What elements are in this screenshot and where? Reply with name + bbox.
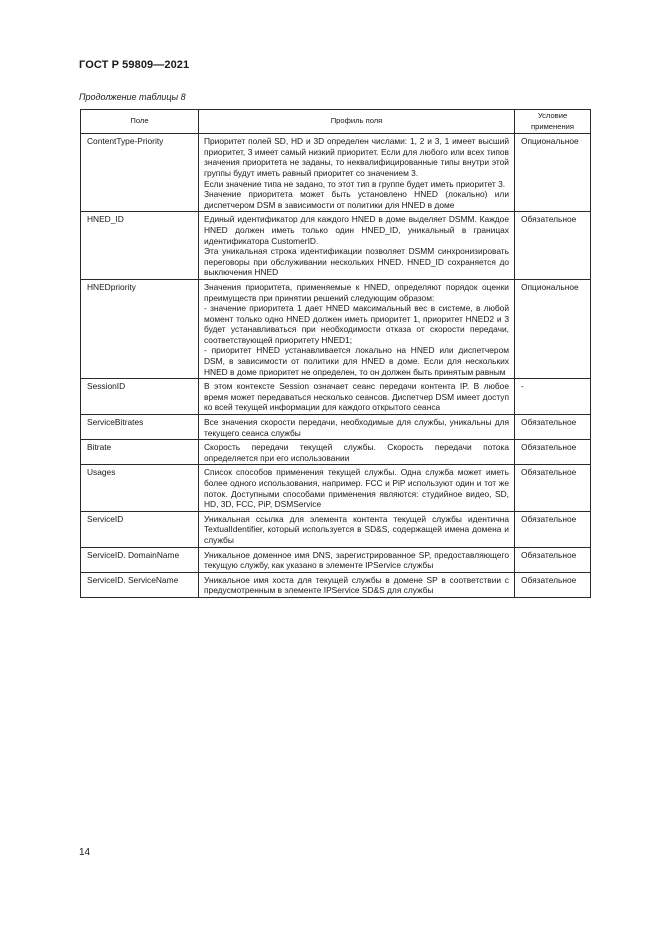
usage-condition-cell: Обязательное [515, 212, 591, 280]
field-profile-cell [199, 547, 515, 572]
field-profile-cell [199, 279, 515, 378]
table-row [81, 440, 591, 465]
profile-paragraph: Скорость передачи текущей службы. Скорость передачи потока определяется при его использовании [204, 442, 509, 463]
profile-paragraph: Приоритет полей SD, HD и 3D определен числами: 1, 2 и 3, 1 имеет высший приоритет, 3 имеет самый низкий приоритет. Если для любого или всех типов значения приоритета не заданы, то неквалифицированные типы внутри этой группы будут иметь равный приоритет со значением 3. [204, 136, 509, 178]
table-row [81, 415, 591, 440]
field-name-cell: Usages [81, 465, 199, 511]
field-profile-cell [199, 440, 515, 465]
table-row [81, 212, 591, 280]
field-profile-cell [199, 212, 515, 280]
profile-paragraph: Если значение типа не задано, то этот тип в группе будет иметь приоритет 3. [204, 178, 506, 189]
usage-condition-cell: Опциональное [515, 279, 591, 378]
column-header-condition: Условие применения [515, 110, 591, 134]
usage-condition-cell: Опциональное [515, 134, 591, 212]
column-header-field: Поле [81, 110, 199, 134]
document-standard-header: ГОСТ Р 59809—2021 [79, 59, 190, 71]
profile-paragraph: Список способов применения текущей службы. Одна служба может иметь более одного использования, например. FCC и PiP используют один и тот же поток. Доступными способами применения являются: студийное видео, SD, HD, 3D, FCC, PiP, DSMService [204, 467, 509, 510]
table-header [81, 110, 591, 134]
profile-paragraph: В этом контексте Session означает сеанс передачи контента IP. В любое время может передаваться несколько сеансов. Диспетчер DSM имеет доступ ко всей текущей информации для каждого открытого сеанса [204, 381, 509, 413]
table-body [81, 134, 591, 598]
usage-condition-cell: Обязательное [515, 547, 591, 572]
table-row [81, 134, 591, 212]
profile-paragraph: Значения приоритета, применяемые к HNED, определяют порядок оценки преимуществ при принятии решений следующим образом: [204, 281, 509, 303]
usage-condition-cell: Обязательное [515, 440, 591, 465]
field-profile-cell [199, 379, 515, 415]
table-row [81, 465, 591, 511]
profile-paragraph: - приоритет HNED устанавливается локально на HNED или диспетчером DSM, в зависимости от политики для HNED в доме. Если для нескольких HNED в доме приоритет не определен, то он должен быть принятым равным [204, 345, 509, 377]
field-profile-cell [199, 134, 515, 212]
usage-condition-cell: - [515, 379, 591, 415]
profile-paragraph: Единый идентификатор для каждого HNED в доме выделяет DSMM. Каждое HNED должен иметь только один HNED_ID, уникальный в границах идентификатора CustomerID. [204, 214, 509, 246]
profile-paragraph: Эта уникальная строка идентификации позволяет DSMM синхронизировать переговоры при обслуживании нескольких HNED. HNED_ID сохраняется до выключения HNED [204, 246, 509, 278]
usage-condition-cell: Обязательное [515, 572, 591, 597]
field-name-cell: ServiceBitrates [81, 415, 199, 440]
usage-condition-cell: Обязательное [515, 465, 591, 511]
usage-condition-cell: Обязательное [515, 415, 591, 440]
table-continuation-caption: Продолжение таблицы 8 [79, 92, 186, 102]
column-header-profile: Профиль поля [199, 110, 515, 134]
table-row [81, 379, 591, 415]
profile-paragraph: - значение приоритета 1 дает HNED максимальный вес в системе, в любой момент только одно HNED должен иметь приоритет 1, приоритет HNED2 и 3 будет устанавливаться при необходимости отказа от скорости передачи, соответствующей приоритету HNED1; [204, 303, 509, 345]
profile-paragraph: Уникальное имя хоста для текущей службы в домене SP в соответствии с предусмотренным в элементе IPService SD&S для службы [204, 574, 509, 596]
field-name-cell: HNED_ID [81, 212, 199, 280]
field-name-cell: ServiceID. DomainName [81, 547, 199, 572]
table-header-row [81, 110, 591, 134]
profile-paragraph: Уникальное доменное имя DNS, зарегистрированное SP, предоставляющего текущую службу, как указано в элементе IPService службы [204, 549, 509, 571]
table-row [81, 511, 591, 547]
table-row [81, 572, 591, 597]
profile-paragraph: Уникальная ссылка для элемента контента текущей службы идентична TextualIdentifier, который используется в SD&S, содержащей имена домена и службы [204, 513, 509, 545]
table-row [81, 279, 591, 378]
field-name-cell: Bitrate [81, 440, 199, 465]
profile-paragraph: Все значения скорости передачи, необходимые для службы, уникальны для текущего сеанса службы [204, 417, 509, 438]
profile-paragraph: Значение приоритета может быть установлено HNED (локально) или диспетчером DSM в зависимости от политики для HNED в доме [204, 189, 509, 210]
field-profile-cell [199, 465, 515, 511]
field-profile-cell [199, 511, 515, 547]
field-profile-cell [199, 415, 515, 440]
table-row [81, 547, 591, 572]
field-name-cell: HNEDpriority [81, 279, 199, 378]
page-number: 14 [79, 847, 91, 858]
field-name-cell: SessionID [81, 379, 199, 415]
field-profile-table [80, 109, 591, 598]
field-profile-cell [199, 572, 515, 597]
field-name-cell: ContentType-Priority [81, 134, 199, 212]
field-name-cell: ServiceID [81, 511, 199, 547]
field-name-cell: ServiceID. ServiceName [81, 572, 199, 597]
usage-condition-cell: Обязательное [515, 511, 591, 547]
